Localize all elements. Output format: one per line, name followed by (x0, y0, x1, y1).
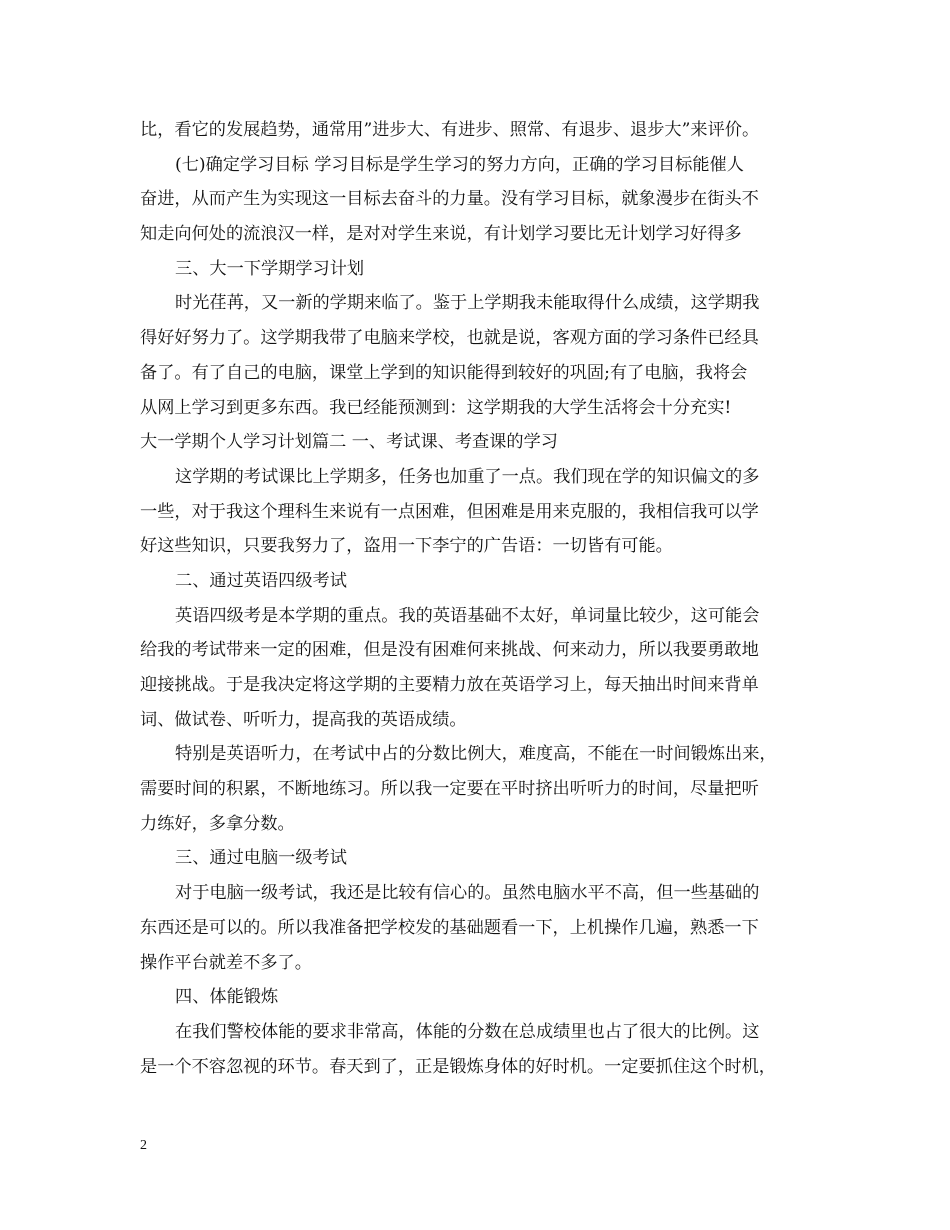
section-heading: 三、通过电脑一级考试 (175, 848, 347, 869)
text-line: 操作平台就差不多了。 (140, 952, 312, 973)
text-line: 这学期的考试课比上学期多，任务也加重了一点。我们现在学的知识偏文的多 (175, 466, 760, 487)
text-line: 迎接挑战。于是我决定将这学期的主要精力放在英语学习上，每天抽出时间来背单 (140, 675, 759, 695)
section-heading: 二、通过英语四级考试 (175, 570, 347, 591)
page-number: 2 (140, 1138, 147, 1153)
text-line: 英语四级考是本学期的重点。我的英语基础不太好，单词量比较少，这可能会 (175, 605, 760, 626)
text-line: 比，看它的发展趋势，通常用”进步大、有进步、照常、有退步、退步大”来评价。 (140, 120, 760, 140)
text-line: 得好好努力了。这学期我带了电脑来学校，也就是说，客观方面的学习条件已经具 (140, 328, 759, 349)
text-line: 从网上学习到更多东西。我已经能预测到：这学期我的大学生活将会十分充实! (140, 397, 732, 418)
text-line: 力练好，多拿分数。 (140, 813, 295, 834)
text-line: 备了。有了自己的电脑，课堂上学到的知识能得到较好的巩固;有了电脑，我将会 (140, 362, 748, 383)
text-line: 时光荏苒，又一新的学期来临了。鉴于上学期我未能取得什么成绩，这学期我 (175, 293, 760, 314)
text-line: 特别是英语听力，在考试中占的分数比例大，难度高，不能在一时间锻炼出来， (175, 744, 777, 765)
text-line: 给我的考试带来一定的困难，但是没有困难何来挑战、何来动力，所以我要勇敢地 (140, 640, 759, 661)
text-line: 知走向何处的流浪汉一样，是对对学生来说，有计划学习要比无计划学习好得多 (140, 224, 742, 245)
section-heading: 三、大一下学期学习计划 (175, 258, 365, 279)
section-heading: 四、体能锻炼 (175, 987, 279, 1008)
document-body (140, 113, 830, 1084)
text-line: 在我们警校体能的要求非常高，体能的分数在总成绩里也占了很大的比例。这 (175, 1021, 760, 1042)
text-line: 需要时间的积累，不断地练习。所以我一定要在平时挤出听听力的时间，尽量把听 (140, 779, 759, 800)
text-line: (七)确定学习目标 学习目标是学生学习的努力方向，正确的学习目标能催人 (175, 154, 744, 175)
text-line: 对于电脑一级考试，我还是比较有信心的。虽然电脑水平不高，但一些基础的 (175, 883, 760, 904)
text-line: 奋进，从而产生为实现这一目标去奋斗的力量。没有学习目标，就象漫步在街头不 (140, 189, 759, 210)
text-line: 好这些知识，只要我努力了，盗用一下李宁的广告语：一切皆有可能。 (140, 536, 673, 557)
text-line: 是一个不容忽视的环节。春天到了，正是锻炼身体的好时机。一定要抓住这个时机， (140, 1056, 776, 1077)
text-line: 词、做试卷、听听力，提高我的英语成绩。 (140, 709, 467, 730)
text-line: 东西还是可以的。所以我准备把学校发的基础题看一下，上机操作几遍，熟悉一下 (140, 917, 759, 938)
text-line: 一些，对于我这个理科生来说有一点困难，但困难是用来克服的，我相信我可以学 (140, 501, 759, 522)
article-heading: 大一学期个人学习计划篇二 一、考试课、考查课的学习 (140, 432, 558, 453)
